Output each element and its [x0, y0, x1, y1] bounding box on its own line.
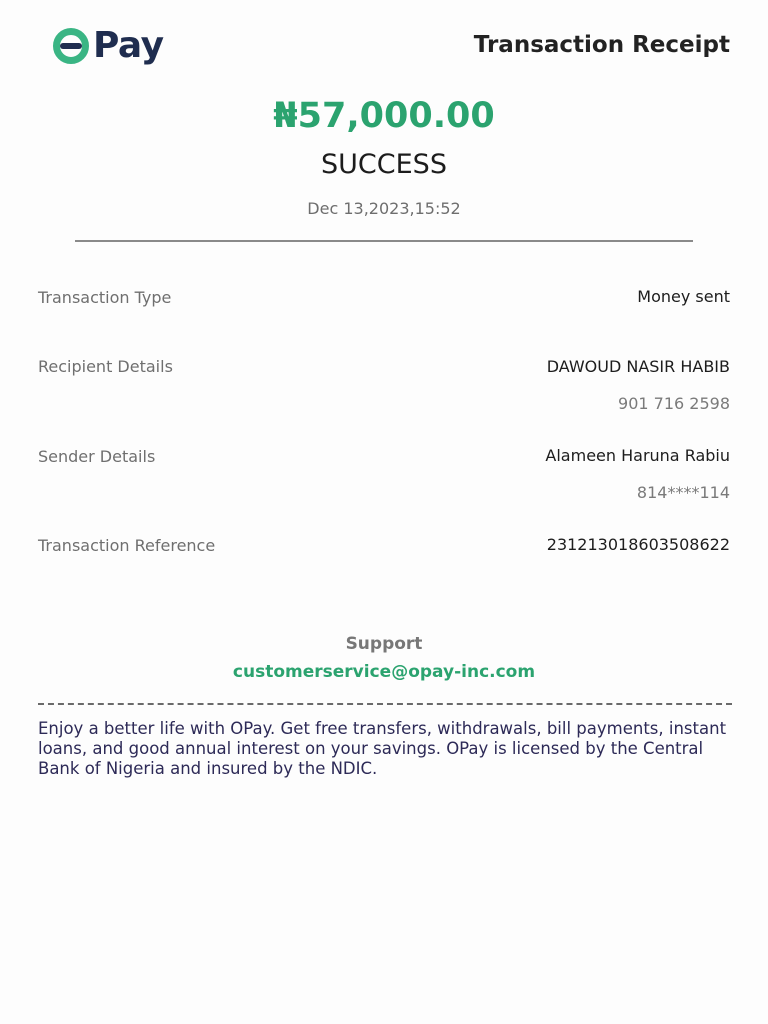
transaction-reference-label: Transaction Reference [38, 536, 216, 555]
support-label: Support [345, 634, 423, 654]
transaction-datetime: Dec 13,2023,15:52 [307, 199, 461, 218]
recipient-account: 901 716 2598 [618, 394, 730, 413]
sender-name: Alameen Haruna Rabiu [545, 446, 730, 465]
opay-logo [51, 26, 164, 66]
divider [75, 240, 693, 242]
page-title: Transaction Receipt [473, 32, 730, 58]
transaction-type-label: Transaction Type [38, 288, 172, 307]
transaction-type-value: Money sent [637, 287, 730, 306]
sender-account: 814****114 [636, 483, 730, 502]
dashed-divider [38, 703, 732, 705]
sender-details-label: Sender Details [38, 447, 156, 466]
transaction-reference-value: 231213018603508622 [546, 535, 730, 554]
footer-disclaimer: Enjoy a better life with OPay. Get free transfers, withdrawals, bill payments, instant loans, and good annual interest on your savings. OPay is licensed by the Central Bank of Nigeria and insured by the NDIC. [38, 719, 727, 778]
recipient-details-label: Recipient Details [38, 357, 173, 376]
recipient-name: DAWOUD NASIR HABIB [546, 357, 730, 376]
opay-logo-icon [51, 26, 91, 66]
support-email-link[interactable]: customerservice@opay-inc.com [232, 662, 536, 682]
transaction-amount: ₦57,000.00 [273, 96, 495, 136]
transaction-status: SUCCESS [321, 149, 447, 180]
logo-text: Pay [93, 25, 164, 66]
